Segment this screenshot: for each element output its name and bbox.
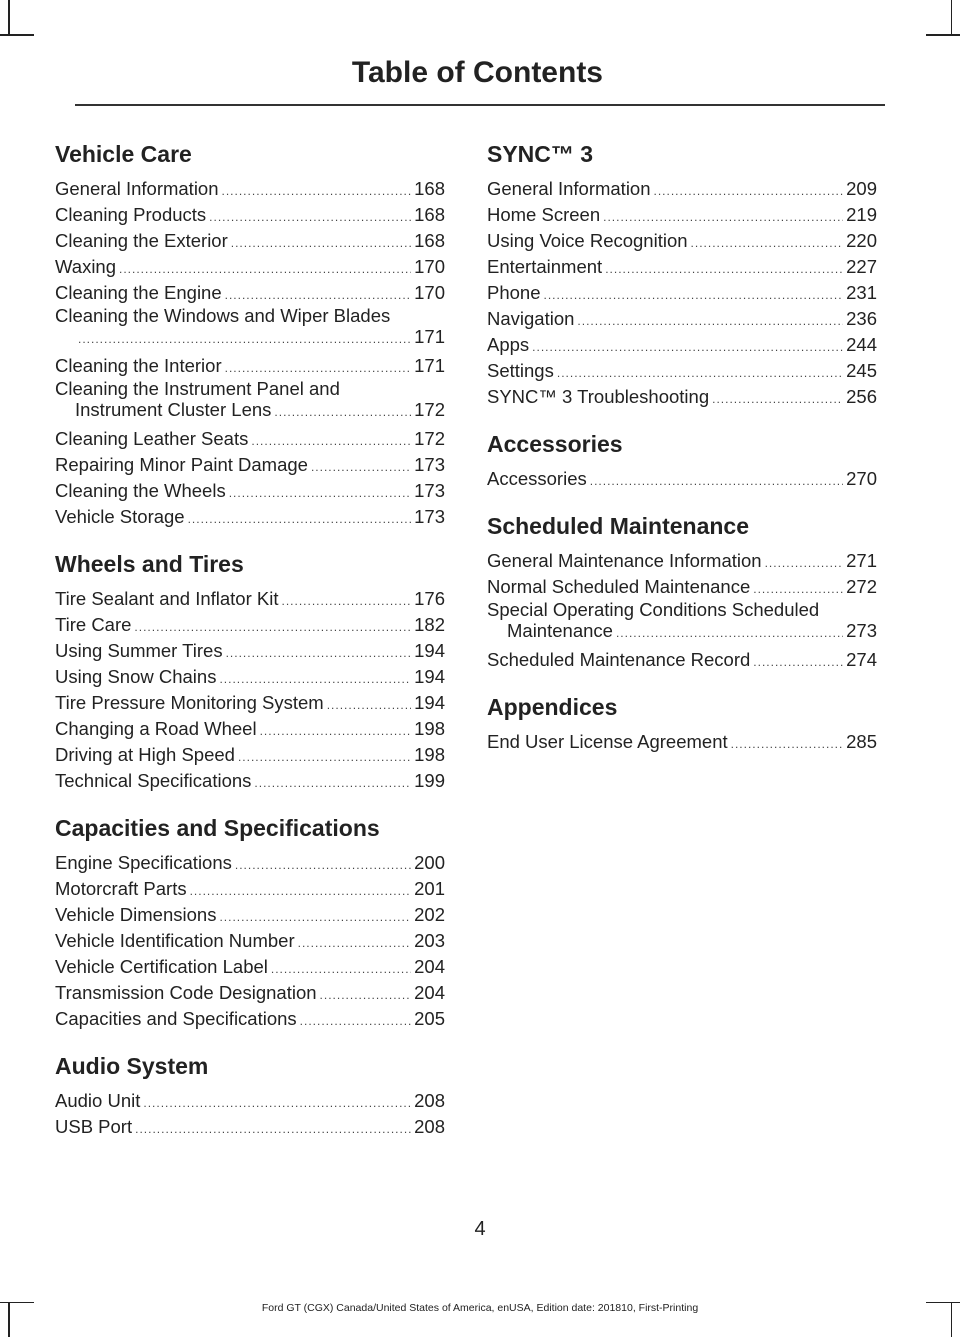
- toc-entry-label: Entertainment: [487, 256, 603, 277]
- dot-leader: [219, 904, 411, 928]
- toc-entry-page: 273: [846, 621, 877, 641]
- toc-entry[interactable]: [55, 1006, 445, 1032]
- toc-entry-page: 172: [414, 428, 445, 449]
- page-number: 4: [474, 1218, 486, 1240]
- section-gap: [55, 794, 445, 814]
- toc-entry-continuation: [487, 621, 877, 647]
- dot-leader: [188, 506, 412, 530]
- toc-entry-label: General Information: [55, 178, 219, 199]
- toc-entry-list: [55, 1088, 445, 1140]
- toc-entry-page: 170: [414, 256, 445, 277]
- toc-entry-list: [487, 466, 877, 492]
- toc-entry[interactable]: [55, 768, 445, 794]
- toc-entry[interactable]: [487, 384, 877, 410]
- dot-leader: [254, 770, 411, 794]
- toc-entry[interactable]: [55, 426, 445, 452]
- toc-entry-page: 171: [414, 355, 445, 376]
- toc-section-audio-system: [55, 1052, 445, 1140]
- toc-entry-page: 198: [414, 718, 445, 739]
- toc-entry[interactable]: [55, 638, 445, 664]
- dot-leader: [532, 334, 843, 358]
- toc-entry-page: 270: [846, 468, 877, 489]
- dot-leader: [231, 230, 411, 254]
- dot-leader: [119, 256, 411, 280]
- dot-leader: [544, 282, 844, 306]
- dot-leader: [135, 1116, 411, 1140]
- toc-entry[interactable]: [55, 280, 445, 306]
- toc-entry-label: Tire Pressure Monitoring System: [55, 692, 324, 713]
- toc-entry-label: General Information: [487, 178, 651, 199]
- section-title: Audio System: [55, 1053, 209, 1079]
- dot-leader: [557, 360, 843, 384]
- section-title: Wheels and Tires: [55, 551, 244, 577]
- section-title: Capacities and Specifications: [55, 815, 380, 841]
- toc-entry-page: 202: [414, 904, 445, 925]
- dot-leader: [219, 666, 411, 690]
- toc-entry[interactable]: [55, 876, 445, 902]
- toc-entry-page: 203: [414, 930, 445, 951]
- toc-entry-label: End User License Agreement: [487, 731, 728, 752]
- toc-entry[interactable]: [487, 254, 877, 280]
- toc-entry-label: Vehicle Storage: [55, 506, 185, 527]
- toc-entry-list: [55, 586, 445, 794]
- toc-entry-page: 271: [846, 550, 877, 571]
- toc-entry-page: 208: [414, 1116, 445, 1137]
- toc-entry-page: 208: [414, 1090, 445, 1111]
- toc-entry[interactable]: [487, 548, 877, 574]
- toc-entry[interactable]: [55, 202, 445, 228]
- toc-section-vehicle-care: [55, 140, 445, 530]
- toc-entry-label: Normal Scheduled Maintenance: [487, 576, 751, 597]
- toc-entry-label: SYNC™ 3 Troubleshooting: [487, 386, 710, 407]
- dot-leader: [134, 614, 411, 638]
- toc-entry-label: Transmission Code Designation: [55, 982, 317, 1003]
- toc-entry-label: Tire Sealant and Inflator Kit: [55, 588, 279, 609]
- section-gap: [55, 530, 445, 550]
- toc-entry-list: [487, 176, 877, 410]
- section-title: Appendices: [487, 694, 618, 720]
- dot-leader: [311, 454, 411, 478]
- dot-leader: [229, 480, 411, 504]
- toc-entry-page: 204: [414, 982, 445, 1003]
- toc-entry-label: Apps: [487, 334, 530, 355]
- toc-entry[interactable]: [487, 332, 877, 358]
- toc-entry-page: 256: [846, 386, 877, 407]
- toc-entry-label: Vehicle Dimensions: [55, 904, 217, 925]
- toc-entry-page: 205: [414, 1008, 445, 1029]
- toc-section-accessories: [487, 430, 877, 492]
- dot-leader: [143, 1090, 411, 1114]
- toc-entry[interactable]: [487, 202, 877, 228]
- toc-entry-label: Cleaning the Wheels: [55, 480, 226, 501]
- toc-entry-page: 176: [414, 588, 445, 609]
- dot-leader: [712, 386, 843, 410]
- dot-leader: [209, 204, 411, 228]
- toc-entry-label: Motorcraft Parts: [55, 878, 187, 899]
- toc-entry-page: 201: [414, 878, 445, 899]
- dot-leader: [238, 744, 411, 768]
- dot-leader: [226, 640, 412, 664]
- header-rule: [75, 104, 885, 106]
- toc-section-wheels-and-tires: [55, 550, 445, 794]
- toc-entry-page: 170: [414, 282, 445, 303]
- toc-left-column: [55, 140, 445, 1140]
- toc-entry[interactable]: [487, 729, 877, 755]
- toc-entry-label: Cleaning the Instrument Panel and: [55, 378, 340, 399]
- toc-entry-page: 168: [414, 178, 445, 199]
- toc-entry-label: Repairing Minor Paint Damage: [55, 454, 308, 475]
- toc-entry[interactable]: [55, 612, 445, 638]
- toc-entry-page: 219: [846, 204, 877, 225]
- section-title: Vehicle Care: [55, 141, 192, 167]
- toc-entry-label: Cleaning Leather Seats: [55, 428, 249, 449]
- toc-entry-list: [487, 548, 877, 673]
- toc-entry[interactable]: [487, 574, 877, 600]
- dot-leader: [603, 204, 843, 228]
- toc-entry-page: 173: [414, 506, 445, 527]
- toc-entry-page: 204: [414, 956, 445, 977]
- dot-leader: [260, 718, 412, 742]
- toc-entry[interactable]: [487, 176, 877, 202]
- toc-section-sync-3: [487, 140, 877, 410]
- toc-entry-label: Phone: [487, 282, 541, 303]
- toc-entry[interactable]: [55, 928, 445, 954]
- crop-mark-top-right: [951, 0, 953, 34]
- toc-entry[interactable]: [55, 1114, 445, 1140]
- toc-entry-page: 209: [846, 178, 877, 199]
- section-title: SYNC™ 3: [487, 141, 594, 167]
- page-title: Table of Contents: [351, 56, 603, 89]
- toc-entry-page: 182: [414, 614, 445, 635]
- toc-entry-page: 245: [846, 360, 877, 381]
- toc-entry[interactable]: [55, 902, 445, 928]
- toc-entry[interactable]: [55, 452, 445, 478]
- crop-mark-top-right-h: [926, 34, 960, 36]
- dot-leader: [765, 550, 844, 574]
- toc-entry-label: Using Voice Recognition: [487, 230, 688, 251]
- toc-entry-page: 200: [414, 852, 445, 873]
- toc-entry-label: Driving at High Speed: [55, 744, 235, 765]
- dot-leader: [251, 428, 411, 452]
- toc-entry-page: 194: [414, 640, 445, 661]
- toc-entry[interactable]: [55, 1088, 445, 1114]
- toc-entry-label: Settings: [487, 360, 554, 381]
- toc-entry[interactable]: [487, 647, 877, 673]
- dot-leader: [282, 588, 412, 612]
- toc-entry-page: 272: [846, 576, 877, 597]
- toc-entry[interactable]: [55, 742, 445, 768]
- toc-section-capacities-and-specifications: [55, 814, 445, 1032]
- dot-leader: [78, 330, 411, 349]
- dot-leader: [190, 878, 412, 902]
- toc-entry[interactable]: [55, 254, 445, 280]
- toc-right-column: [487, 140, 877, 755]
- toc-entry[interactable]: [55, 980, 445, 1006]
- toc-entry[interactable]: [55, 228, 445, 254]
- toc-entry-page: 231: [846, 282, 877, 303]
- toc-entry-label: USB Port: [55, 1116, 133, 1137]
- toc-entry[interactable]: [55, 478, 445, 504]
- dot-leader: [616, 624, 843, 643]
- toc-entry-label: Waxing: [55, 256, 117, 277]
- toc-entry-label: Technical Specifications: [55, 770, 252, 791]
- dot-leader: [731, 731, 843, 755]
- toc-entry-page: 285: [846, 731, 877, 752]
- dot-leader: [320, 982, 412, 1006]
- toc-entry-label: Cleaning the Windows and Wiper Blades: [55, 305, 391, 326]
- toc-entry[interactable]: [487, 306, 877, 332]
- dot-leader: [577, 308, 843, 332]
- toc-section-scheduled-maintenance: [487, 512, 877, 673]
- toc-entry[interactable]: [487, 228, 877, 254]
- toc-entry-label: Tire Care: [55, 614, 132, 635]
- toc-entry-label: Vehicle Identification Number: [55, 930, 295, 951]
- toc-entry[interactable]: [55, 504, 445, 530]
- toc-entry-label-continued: Instrument Cluster Lens: [75, 400, 272, 420]
- toc-entry-list: [487, 729, 877, 755]
- crop-mark-top-left-h: [0, 34, 34, 36]
- section-title: Scheduled Maintenance: [487, 513, 750, 539]
- toc-entry[interactable]: [55, 690, 445, 716]
- crop-mark-top-left: [8, 0, 10, 34]
- toc-entry[interactable]: [55, 586, 445, 612]
- toc-entry-label: Cleaning the Interior: [55, 355, 222, 376]
- toc-entry[interactable]: [55, 353, 445, 379]
- dot-leader: [605, 256, 843, 280]
- toc-entry-page: 173: [414, 454, 445, 475]
- dot-leader: [753, 649, 843, 673]
- section-title: Accessories: [487, 431, 623, 457]
- toc-entry[interactable]: [487, 600, 877, 647]
- toc-entry-list: [55, 850, 445, 1032]
- toc-entry[interactable]: [55, 176, 445, 202]
- section-gap: [487, 410, 877, 430]
- toc-entry-label: Using Snow Chains: [55, 666, 217, 687]
- toc-entry-label: General Maintenance Information: [487, 550, 762, 571]
- toc-entry-label-continued: Maintenance: [507, 621, 613, 641]
- toc-entry-label: Accessories: [487, 468, 587, 489]
- toc-entry-page: 168: [414, 204, 445, 225]
- section-gap: [55, 1032, 445, 1052]
- dot-leader: [225, 355, 412, 379]
- toc-entry-continuation: [55, 327, 445, 353]
- toc-entry-page: 198: [414, 744, 445, 765]
- toc-entry[interactable]: [55, 850, 445, 876]
- toc-entry-list: [55, 176, 445, 530]
- toc-entry-page: 168: [414, 230, 445, 251]
- toc-entry-page: 220: [846, 230, 877, 251]
- dot-leader: [691, 230, 844, 254]
- dot-leader: [222, 178, 412, 202]
- toc-entry-label: Capacities and Specifications: [55, 1008, 297, 1029]
- toc-entry-page: 194: [414, 666, 445, 687]
- dot-leader: [225, 282, 411, 306]
- toc-entry-page: 244: [846, 334, 877, 355]
- toc-entry[interactable]: [55, 716, 445, 742]
- toc-entry-page: 227: [846, 256, 877, 277]
- toc-entry[interactable]: [55, 306, 445, 353]
- toc-entry-page: 199: [414, 770, 445, 791]
- toc-entry-label: Cleaning the Exterior: [55, 230, 228, 251]
- toc-entry-label: Home Screen: [487, 204, 601, 225]
- toc-entry-label: Changing a Road Wheel: [55, 718, 257, 739]
- toc-entry-label: Cleaning the Engine: [55, 282, 222, 303]
- dot-leader: [590, 468, 843, 492]
- dot-leader: [753, 576, 843, 600]
- toc-entry-label: Special Operating Conditions Scheduled: [487, 599, 820, 620]
- dot-leader: [654, 178, 844, 202]
- dot-leader: [274, 403, 411, 422]
- toc-entry-page: 173: [414, 480, 445, 501]
- toc-entry[interactable]: [487, 280, 877, 306]
- toc-entry-page: 171: [414, 327, 445, 347]
- toc-entry-label: Vehicle Certification Label: [55, 956, 268, 977]
- toc-entry[interactable]: [55, 379, 445, 426]
- toc-entry[interactable]: [55, 954, 445, 980]
- toc-entry-label: Cleaning Products: [55, 204, 207, 225]
- dot-leader: [298, 930, 412, 954]
- toc-entry[interactable]: [487, 358, 877, 384]
- dot-leader: [235, 852, 411, 876]
- dot-leader: [327, 692, 411, 716]
- toc-entry-label: Using Summer Tires: [55, 640, 223, 661]
- toc-entry-page: 194: [414, 692, 445, 713]
- dot-leader: [300, 1008, 411, 1032]
- toc-entry-label: Navigation: [487, 308, 575, 329]
- toc-section-appendices: [487, 693, 877, 755]
- section-gap: [487, 492, 877, 512]
- toc-entry-page: 172: [414, 400, 445, 420]
- footer-edition-text: Ford GT (CGX) Canada/United States of America, enUSA, Edition date: 201810, First-Printing: [261, 1302, 699, 1314]
- toc-entry-page: 274: [846, 649, 877, 670]
- toc-entry-page: 236: [846, 308, 877, 329]
- section-gap: [487, 673, 877, 693]
- toc-entry-label: Engine Specifications: [55, 852, 232, 873]
- toc-entry-label: Audio Unit: [55, 1090, 141, 1111]
- dot-leader: [271, 956, 411, 980]
- toc-entry-label: Scheduled Maintenance Record: [487, 649, 751, 670]
- toc-entry[interactable]: [55, 664, 445, 690]
- toc-entry[interactable]: [487, 466, 877, 492]
- toc-entry-continuation: [55, 400, 445, 426]
